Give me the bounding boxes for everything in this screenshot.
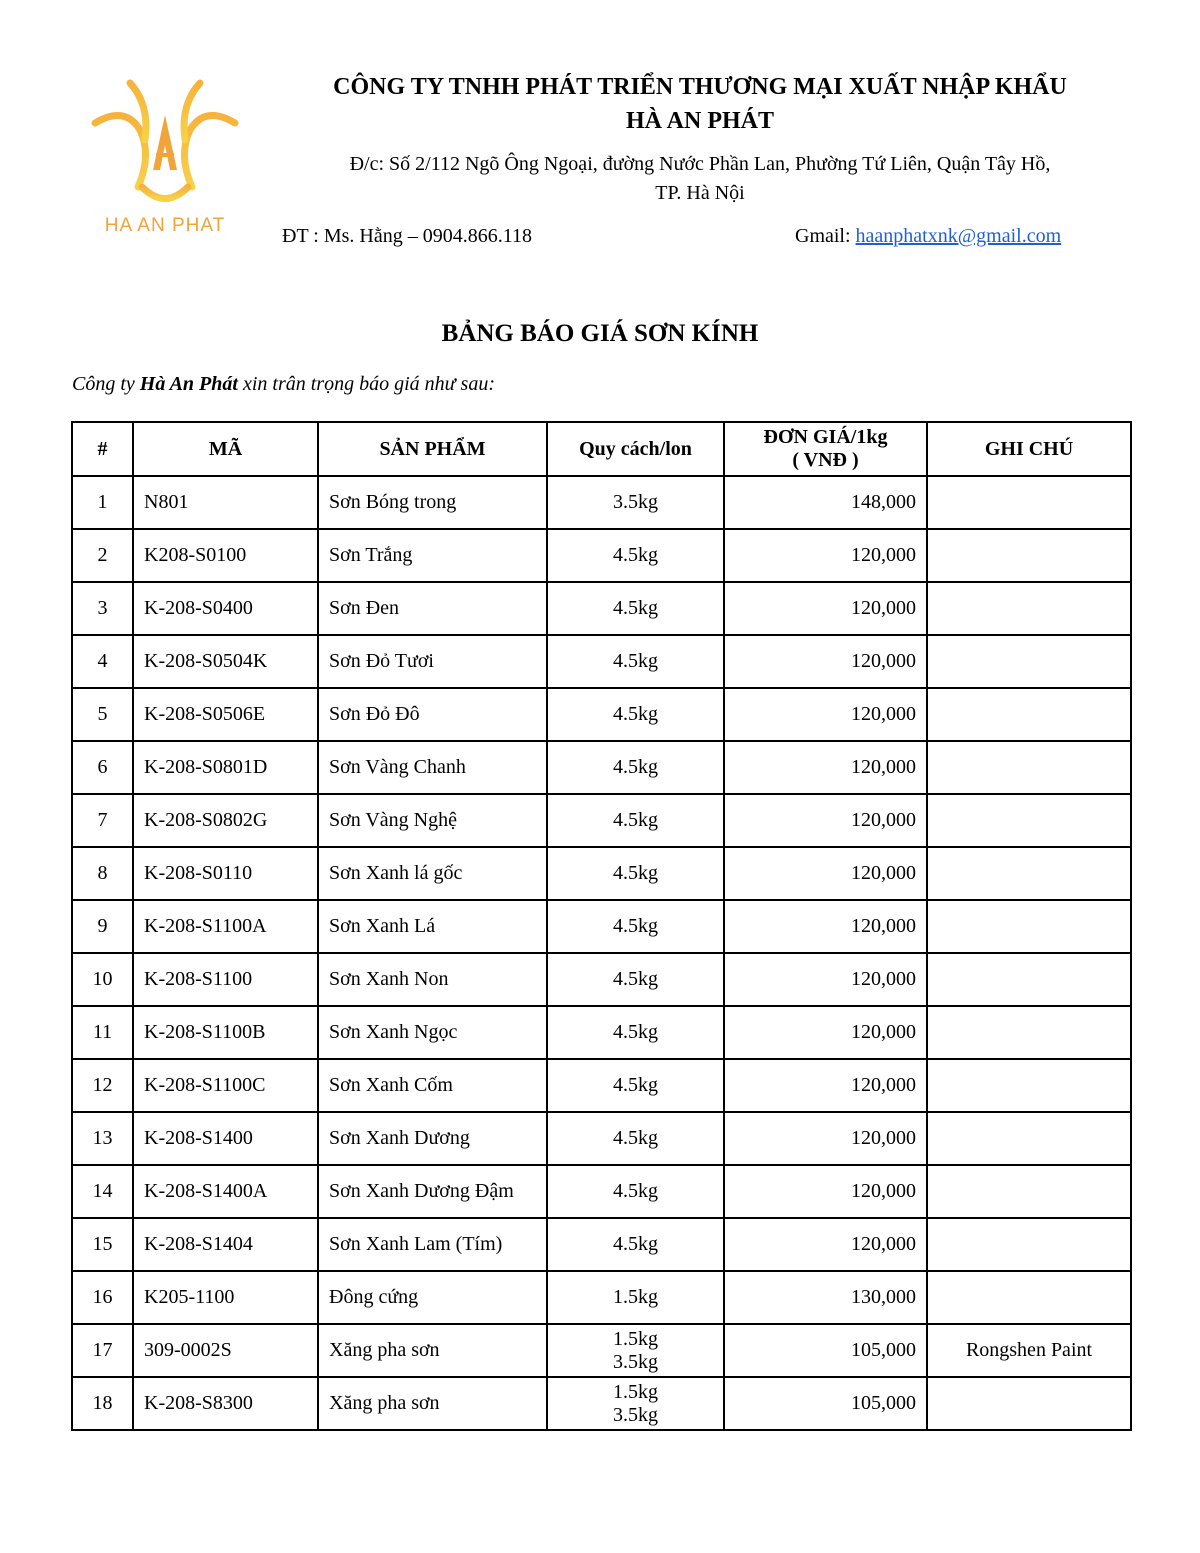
cell-spec — [547, 741, 724, 794]
cell-price: 120,000 — [724, 1059, 927, 1112]
cell-idx: 14 — [72, 1165, 133, 1218]
cell-price: 120,000 — [724, 688, 927, 741]
cell-code: K208-S0100 — [133, 529, 318, 582]
cell-product: Sơn Xanh Lá — [318, 900, 547, 953]
spec-line1: 4.5kg — [613, 809, 658, 831]
cell-price: 120,000 — [724, 1165, 927, 1218]
table-row — [72, 1377, 1131, 1430]
cell-price: 120,000 — [724, 900, 927, 953]
table-header-row — [72, 422, 1131, 476]
cell-idx: 4 — [72, 635, 133, 688]
cell-idx: 18 — [72, 1377, 133, 1430]
cell-product: Sơn Đen — [318, 582, 547, 635]
cell-idx: 15 — [72, 1218, 133, 1271]
spec-line1: 4.5kg — [613, 1233, 658, 1255]
cell-price: 120,000 — [724, 741, 927, 794]
table-row — [72, 847, 1131, 900]
table-row — [72, 529, 1131, 582]
cell-note — [927, 1271, 1131, 1324]
cell-spec — [547, 1059, 724, 1112]
header-spec: Quy cách/lon — [547, 422, 724, 476]
cell-code: K205-1100 — [133, 1271, 318, 1324]
cell-product: Sơn Xanh Ngọc — [318, 1006, 547, 1059]
cell-spec — [547, 900, 724, 953]
contact-phone: ĐT : Ms. Hằng – 0904.866.118 — [282, 225, 532, 247]
cell-spec — [547, 688, 724, 741]
cell-note — [927, 582, 1131, 635]
logo-text: HA AN PHAT — [104, 215, 226, 236]
spec-line1: 4.5kg — [613, 1021, 658, 1043]
cell-price: 120,000 — [724, 1006, 927, 1059]
cell-idx: 11 — [72, 1006, 133, 1059]
table-row — [72, 1165, 1131, 1218]
cell-spec — [547, 794, 724, 847]
cell-note — [927, 1165, 1131, 1218]
cell-spec — [547, 582, 724, 635]
gmail-label: Gmail: — [795, 225, 856, 247]
spec-line1: 1.5kg — [613, 1286, 658, 1308]
spec-line1: 4.5kg — [613, 1074, 658, 1096]
cell-note — [927, 741, 1131, 794]
cell-code: K-208-S1100 — [133, 953, 318, 1006]
cell-note — [927, 1377, 1131, 1430]
cell-note — [927, 1006, 1131, 1059]
cell-product: Sơn Xanh Non — [318, 953, 547, 1006]
cell-idx: 5 — [72, 688, 133, 741]
cell-code: K-208-S8300 — [133, 1377, 318, 1430]
cell-idx: 10 — [72, 953, 133, 1006]
address-line1: Đ/c: Số 2/112 Ngõ Ông Ngoại, đường Nước Phần Lan, Phường Tứ Liên, Quận Tây Hồ, — [349, 153, 1051, 175]
cell-spec — [547, 953, 724, 1006]
cell-product: Sơn Đỏ Tươi — [318, 635, 547, 688]
table-row — [72, 1324, 1131, 1377]
cell-spec — [547, 635, 724, 688]
cell-code: K-208-S0506E — [133, 688, 318, 741]
cell-product: Đông cứng — [318, 1271, 547, 1324]
cell-note: Rongshen Paint — [927, 1324, 1131, 1377]
cell-idx: 9 — [72, 900, 133, 953]
company-name — [270, 70, 1130, 138]
cell-code: K-208-S0400 — [133, 582, 318, 635]
cell-code: N801 — [133, 476, 318, 529]
cell-price: 105,000 — [724, 1377, 927, 1430]
table-row — [72, 1059, 1131, 1112]
cell-idx: 16 — [72, 1271, 133, 1324]
table-row — [72, 1112, 1131, 1165]
cell-product: Sơn Trắng — [318, 529, 547, 582]
spec-line1: 4.5kg — [613, 1180, 658, 1202]
cell-price: 105,000 — [724, 1324, 927, 1377]
header-note: GHI CHÚ — [927, 422, 1131, 476]
cell-idx: 17 — [72, 1324, 133, 1377]
cell-price: 120,000 — [724, 953, 927, 1006]
table-row — [72, 741, 1131, 794]
cell-spec — [547, 1377, 724, 1430]
spec-line1: 4.5kg — [613, 544, 658, 566]
header-product: SẢN PHẨM — [318, 422, 547, 476]
cell-price: 120,000 — [724, 1112, 927, 1165]
table-row — [72, 1218, 1131, 1271]
cell-code: K-208-S1400A — [133, 1165, 318, 1218]
cell-price: 120,000 — [724, 847, 927, 900]
cell-note — [927, 476, 1131, 529]
cell-spec — [547, 1218, 724, 1271]
intro-text — [72, 373, 495, 396]
cell-code: K-208-S0110 — [133, 847, 318, 900]
cell-product: Sơn Xanh lá gốc — [318, 847, 547, 900]
cell-note — [927, 1059, 1131, 1112]
cell-price: 120,000 — [724, 794, 927, 847]
spec-line1: 4.5kg — [613, 1127, 658, 1149]
cell-code: K-208-S1100C — [133, 1059, 318, 1112]
cell-price: 148,000 — [724, 476, 927, 529]
cell-product: Sơn Vàng Chanh — [318, 741, 547, 794]
table-row — [72, 582, 1131, 635]
cell-product: Sơn Vàng Nghệ — [318, 794, 547, 847]
cell-code: K-208-S1404 — [133, 1218, 318, 1271]
spec-line1: 4.5kg — [613, 756, 658, 778]
cell-spec — [547, 1324, 724, 1377]
cell-note — [927, 794, 1131, 847]
table-row — [72, 635, 1131, 688]
cell-idx: 2 — [72, 529, 133, 582]
cell-note — [927, 688, 1131, 741]
cell-spec — [547, 1271, 724, 1324]
spec-line1: 1.5kg — [613, 1327, 658, 1350]
company-logo — [80, 75, 250, 245]
cell-product: Sơn Đỏ Đô — [318, 688, 547, 741]
spec-line1: 3.5kg — [613, 491, 658, 513]
table-row — [72, 1271, 1131, 1324]
cell-note — [927, 953, 1131, 1006]
spec-line2: 3.5kg — [613, 1350, 658, 1373]
table-row — [72, 688, 1131, 741]
cell-code: K-208-S0504K — [133, 635, 318, 688]
company-name-line2: HÀ AN PHÁT — [625, 108, 774, 134]
cell-product: Sơn Xanh Cốm — [318, 1059, 547, 1112]
cell-code: 309-0002S — [133, 1324, 318, 1377]
cell-price: 120,000 — [724, 529, 927, 582]
cell-product: Sơn Xanh Dương Đậm — [318, 1165, 547, 1218]
cell-note — [927, 635, 1131, 688]
cell-note — [927, 1112, 1131, 1165]
cell-code: K-208-S0802G — [133, 794, 318, 847]
spec-line1: 4.5kg — [613, 703, 658, 725]
gmail-link[interactable]: haanphatxnk@gmail.com — [855, 225, 1062, 247]
company-name-line1: CÔNG TY TNHH PHÁT TRIỂN THƯƠNG MẠI XUẤT NHẬP KHẨU — [333, 74, 1067, 100]
cell-spec — [547, 1112, 724, 1165]
cell-note — [927, 900, 1131, 953]
spec-line1: 4.5kg — [613, 968, 658, 990]
cell-note — [927, 529, 1131, 582]
header-code: MÃ — [133, 422, 318, 476]
table-row — [72, 1006, 1131, 1059]
cell-code: K-208-S1100B — [133, 1006, 318, 1059]
header-price-line1: ĐƠN GIÁ/1kg — [763, 426, 888, 448]
cell-idx: 6 — [72, 741, 133, 794]
intro-prefix: Công ty — [72, 373, 140, 395]
spec-line1: 4.5kg — [613, 915, 658, 937]
cell-spec — [547, 1006, 724, 1059]
cell-code: K-208-S1400 — [133, 1112, 318, 1165]
price-table — [71, 421, 1132, 1431]
contact-gmail — [795, 225, 1061, 248]
cell-price: 120,000 — [724, 582, 927, 635]
cell-price: 130,000 — [724, 1271, 927, 1324]
spec-line1: 4.5kg — [613, 650, 658, 672]
intro-suffix: xin trân trọng báo giá như sau: — [237, 373, 495, 395]
table-row — [72, 953, 1131, 1006]
table-row — [72, 476, 1131, 529]
cell-product: Sơn Xanh Lam (Tím) — [318, 1218, 547, 1271]
company-address — [270, 150, 1130, 208]
cell-note — [927, 847, 1131, 900]
table-row — [72, 900, 1131, 953]
spec-line1: 4.5kg — [613, 597, 658, 619]
cell-code: K-208-S0801D — [133, 741, 318, 794]
page-title: BẢNG BÁO GIÁ SƠN KÍNH — [441, 320, 759, 347]
cell-price: 120,000 — [724, 635, 927, 688]
intro-company: Hà An Phát — [139, 373, 238, 395]
cell-product: Xăng pha sơn — [318, 1324, 547, 1377]
table-row — [72, 794, 1131, 847]
cell-idx: 12 — [72, 1059, 133, 1112]
cell-code: K-208-S1100A — [133, 900, 318, 953]
cell-note — [927, 1218, 1131, 1271]
cell-idx: 7 — [72, 794, 133, 847]
spec-line1: 4.5kg — [613, 862, 658, 884]
cell-spec — [547, 476, 724, 529]
cell-spec — [547, 847, 724, 900]
cell-product: Sơn Bóng trong — [318, 476, 547, 529]
logo-emblem-icon — [80, 75, 250, 215]
spec-line2: 3.5kg — [613, 1403, 658, 1426]
header-price — [724, 422, 927, 476]
header-idx: # — [72, 422, 133, 476]
cell-product: Sơn Xanh Dương — [318, 1112, 547, 1165]
cell-idx: 13 — [72, 1112, 133, 1165]
cell-idx: 8 — [72, 847, 133, 900]
cell-product: Xăng pha sơn — [318, 1377, 547, 1430]
cell-price: 120,000 — [724, 1218, 927, 1271]
cell-spec — [547, 1165, 724, 1218]
cell-idx: 3 — [72, 582, 133, 635]
spec-line1: 1.5kg — [613, 1380, 658, 1403]
cell-spec — [547, 529, 724, 582]
header-price-line2: ( VNĐ ) — [792, 449, 859, 471]
address-line2: TP. Hà Nội — [655, 182, 745, 204]
cell-idx: 1 — [72, 476, 133, 529]
